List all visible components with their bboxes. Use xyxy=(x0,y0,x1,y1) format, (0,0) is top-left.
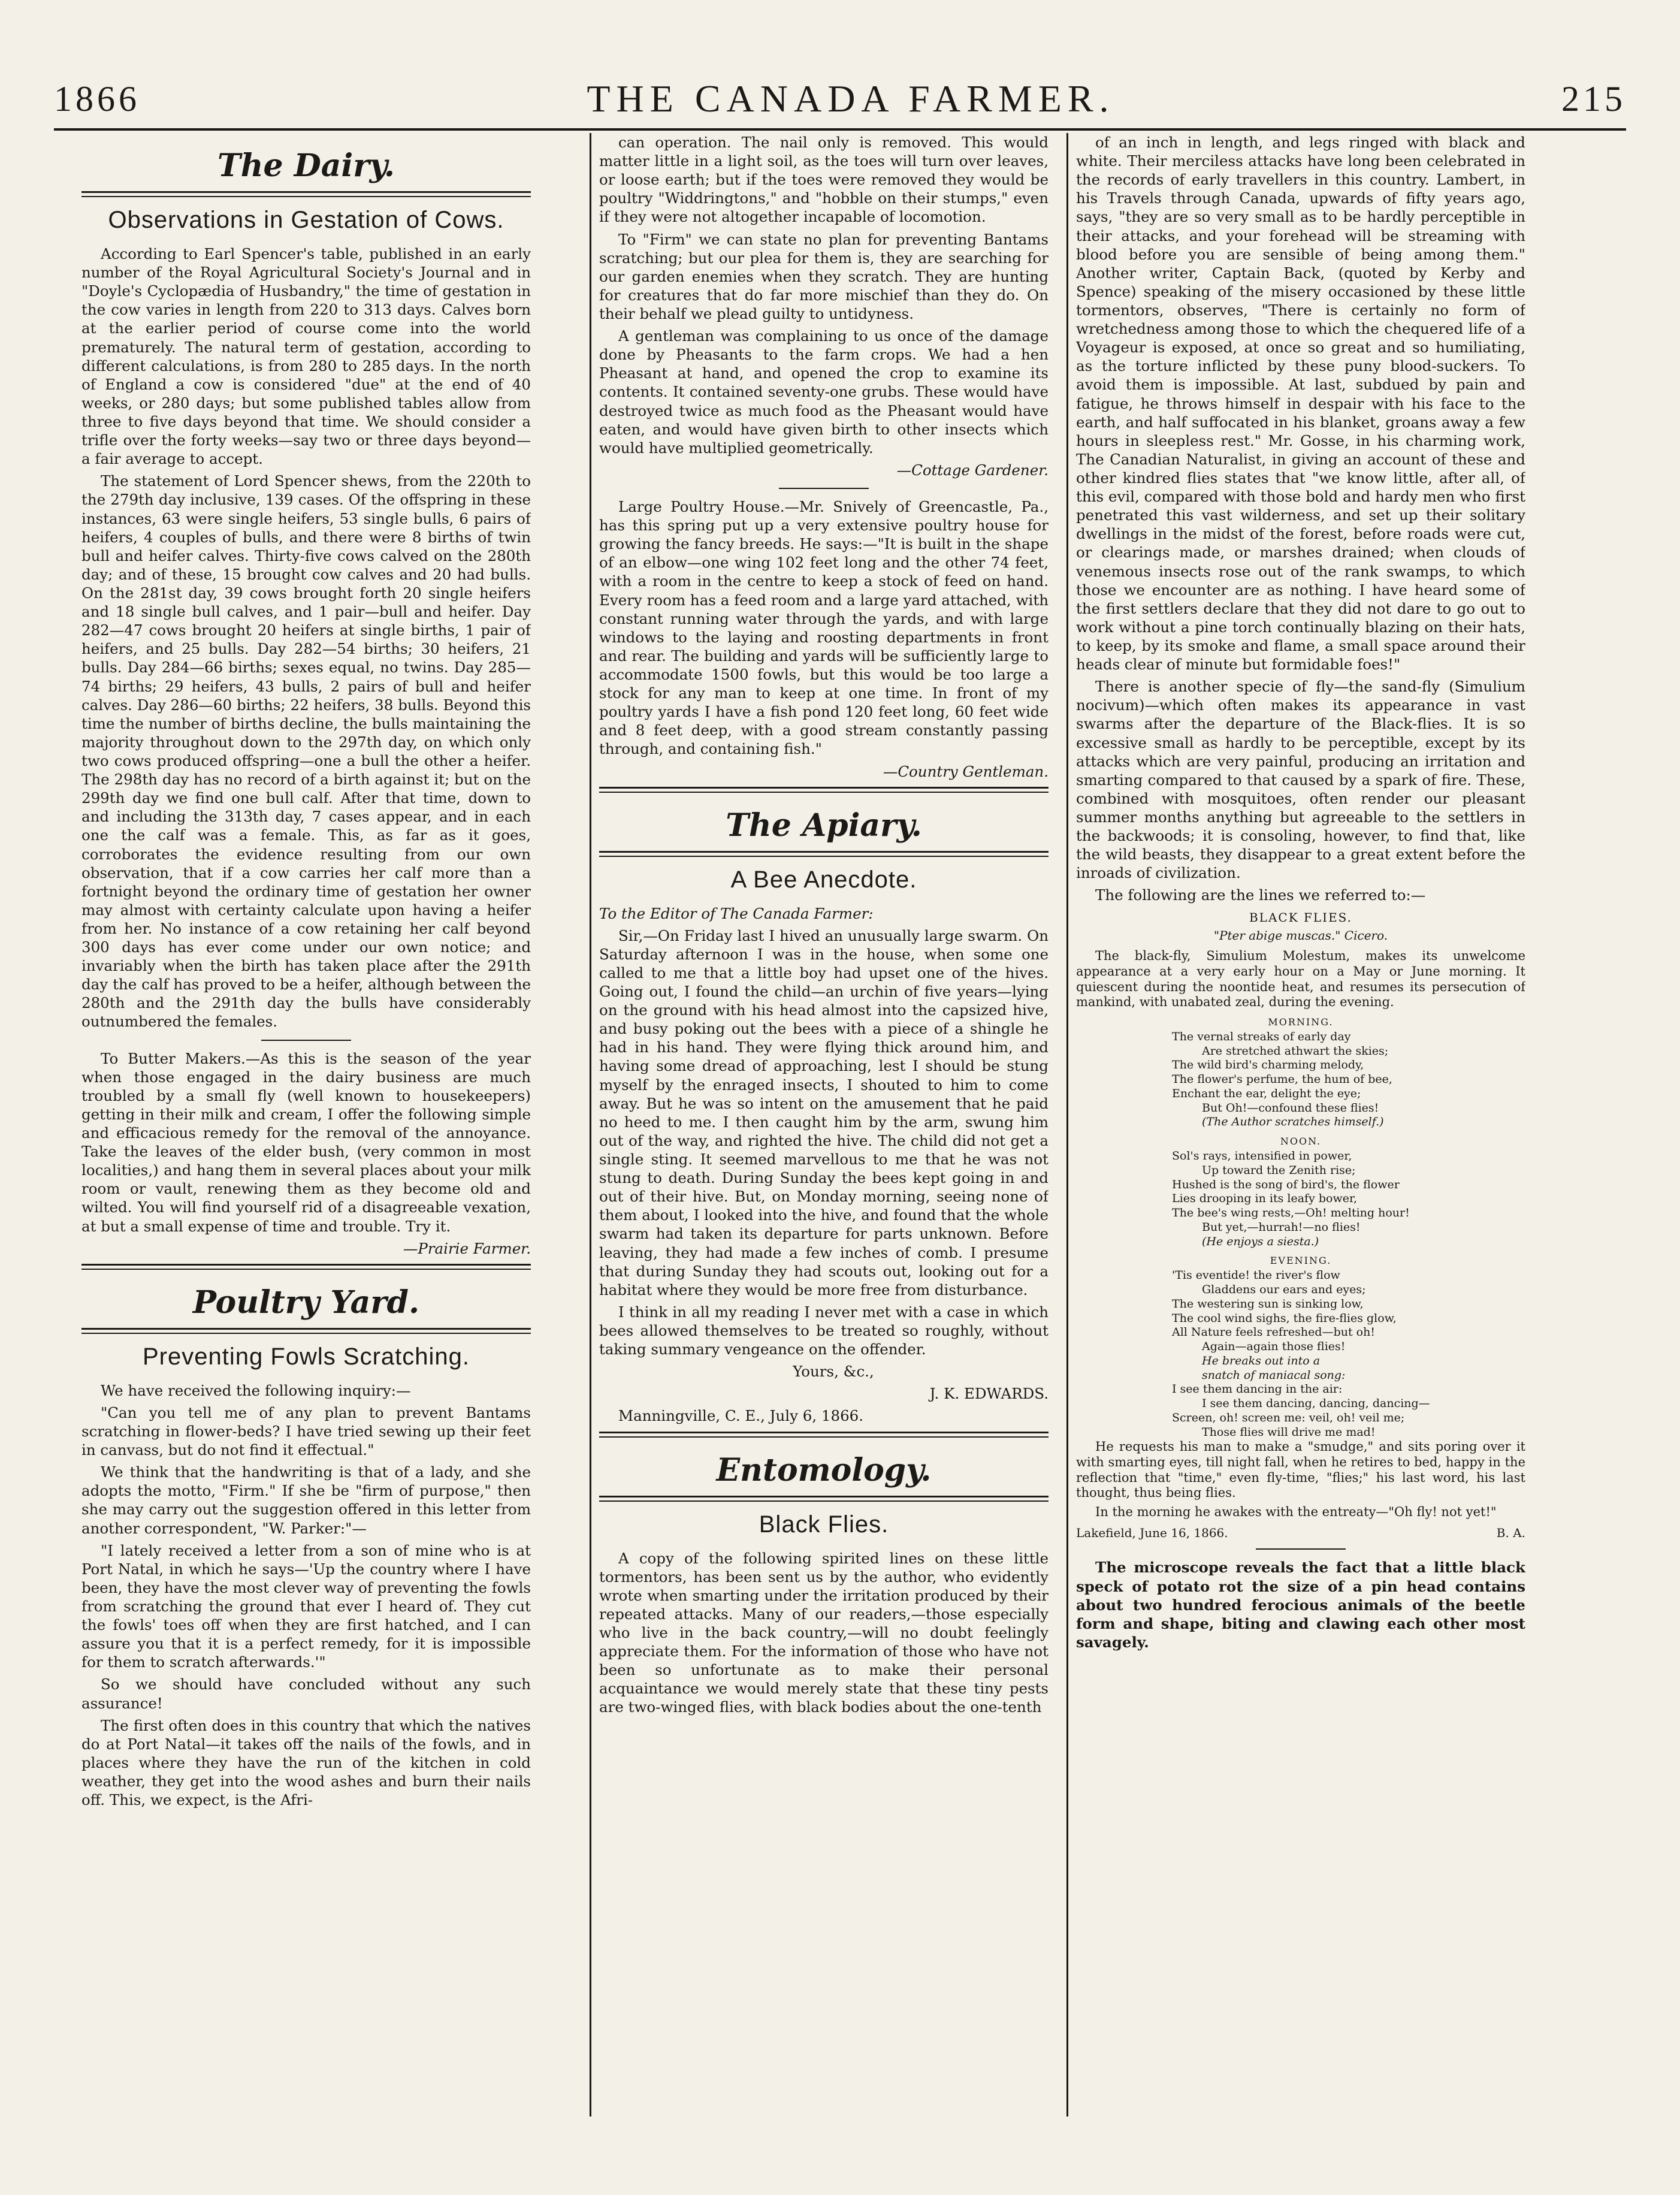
poultry-house-paragraph: Large Poultry House.—Mr. Snively of Greencastle, Pa., has this spring put up a very extensive poultry house for growing the fancy breeds. He says:—"It is built in the shape of an elbow—one wing 102 feet long and the other 74 feet, with a room in the centre to keep a stock of feed on hand. Every room has a feed room and a large yard attached, with constant running water through the yards, and with large windows to the laying and roosting departments in front and rear. The building and yards will be sufficiently large to accommodate 1500 fowls, but this would be too large a stock for any man to keep at one time. In front of my poultry yards I have a fish pond 120 feet long, 60 feet wide and 8 feet deep, with a good stream constantly passing through, and containing fish." xyxy=(599,497,1049,758)
column-divider xyxy=(590,133,591,2117)
separator xyxy=(779,488,869,489)
poem-line: Again—again those flies! xyxy=(1202,1340,1346,1354)
article-paragraph: A copy of the following spirited lines on these little tormentors, has been sent us by the author, who evidently wrote when smarting under the irritation produced by their repeated attacks. Many of our readers,—those especially who live in the back country,—will no doubt feelingly appreciate them. For the information of those who have not been so unfortunate as to make their personal acquaintance we would merely state that these tiny pests are two-winged flies, with black bodies about the one-tenth xyxy=(599,1549,1049,1716)
masthead-rule xyxy=(54,128,1626,131)
poem-line: But yet,—hurrah!—no flies! xyxy=(1202,1220,1361,1234)
department-title-poultry: Poultry Yard. xyxy=(192,1284,420,1321)
butter-makers-paragraph: To Butter Makers.—As this is the season of the year when those engaged in the dairy business are much troubled by a small fly (well known to housekeepers) getting in their milk and cream, I offer the following simple and efficacious remedy for the removal of the annoyance. Take the leaves of the elder bush, (very common in most localities,) and hang them in several places about your milk room or vault, renewing them as they become old and wilted. You will find yourself rid of a disagreeable vexation, at but a small expense of time and trouble. Try it. xyxy=(81,1049,531,1235)
poem-line: Lies drooping in its leafy bower, xyxy=(1172,1192,1357,1206)
section-rule xyxy=(599,1496,1049,1502)
poem-line: The bee's wing rests,—Oh! melting hour! xyxy=(1172,1206,1410,1220)
article-paragraph: We think that the handwriting is that of a lady, and she adopts the motto, "Firm." If she be "firm of purpose," then she may carry out the suggestion offered in this letter from another correspondent, "W. Parker:"— xyxy=(81,1463,531,1537)
article-paragraph: of an inch in length, and legs ringed with black and white. Their merciless attacks have long been celebrated in the records of early travellers in this country. Lambert, in his Travels through Canada, upwards of fifty years ago, says, "they are so very small as to be hardly perceptible in their attacks, and your forehead will be streaming with blood before you are sensible of being among them." Another writer, Captain Back, (quoted by Kerby and Spence) speaking of the misery occasioned by these little tormentors, observes, "There is certainly no form of wretchedness among those to which the chequered life of a Voyageur is exposed, at once so great and so humiliating, as the torture inflicted by these puny blood-suckers. To avoid them is impossible. At last, subdued by pain and fatigue, he throws himself in despair with his face to the earth, and half suffocated in his blanket, groans away a few hours in sleepless rest." Mr. Gosse, in his charming work, The Canadian Naturalist, in giving an account of these and other kindred flies states that "we know little, after all, of this evil, compared with those bold and hardy men who first penetrated this vast wilderness, and set up their solitary dwellings in the midst of the forest, before roads were cut, or clearings made, or marshes drained; when clouds of venemous insects rose out of the rank swamps, to which those we encounter are as nothing. I have heard some of the first settlers declare that they did not dare to go out to work without a pine torch continually blazing on their hats, to keep, by its smoke and flame, a small space around their heads clear of minute but formidable foes!" xyxy=(1076,134,1525,674)
column-divider xyxy=(1066,133,1068,2117)
poem-line: Hushed is the song of bird's, the flower xyxy=(1172,1177,1400,1191)
article-paragraph: The statement of Lord Spencer shews, from the 220th to the 279th day inclusive, 139 cases. Of the offspring in these instances, 63 were single heifers, 53 single bulls, 6 pairs of heifers, 4 couples of bulls, and there were 8 births of twin bull and heifer calves. Thirty-five cows calved on the 280th day; and of these, 15 brought cow calves and 20 had bulls. On the 281st day, 39 cows brought forth 20 single heifers and 18 single bull calves, and 1 pair—bull and heifer. Day 282—47 cows brought 20 heifers at single births, 1 pair of heifers, and 25 bulls. Day 282—54 births; 30 heifers, 21 bulls. Day 284—66 births; sexes equal, no twins. Day 285—74 births; 29 heifers, 43 bulls, 2 pairs of bull and heifer calves. Day 286—60 births; 22 heifers, 38 bulls. Beyond this time the number of births decline, the bulls maintaining the majority throughout down to the 297th day, on which only two cows produced offspring—one a bull the other a heifer. The 298th day has no record of a birth against it; but on the 299th day we find one bull calf. After that time, down to and including the 313th day, 7 cases appear, and in each one the calf was a female. This, as far as it goes, corroborates the evidence resulting from our own observation, that if a cow carries her calf more than a fortnight beyond the ordinary time of gestation her owner may almost with certainty calculate upon having a heifer from her. No instance of a cow retaining her calf beyond 300 days has ever come under our own notice; and invariably when the birth has taken place after the 291th day the calf has proved to be a heifer, although between the 280th and the 291th day the bulls have considerably outnumbered the females. xyxy=(81,472,531,1031)
poem-line: snatch of maniacal song: xyxy=(1202,1368,1346,1382)
section-rule xyxy=(599,1432,1049,1438)
poem-line: Screen, oh! screen me: veil, oh! veil me; xyxy=(1172,1411,1405,1424)
article-heading-gestation: Observations in Gestation of Cows. xyxy=(108,207,504,233)
poem-line: All Nature feels refreshed—but oh! xyxy=(1172,1326,1375,1339)
article-paragraph: "Can you tell me of any plan to prevent Bantams scratching in flower-beds? I have tried sewing up their feet in canvass, but do not find it effectual." xyxy=(81,1403,531,1459)
letter-closing: Yours, &c., xyxy=(793,1363,874,1381)
poem-outro: He requests his man to make a "smudge," and sits poring over it with smarting eyes, till night fall, when he retires to bed, happy in the reflection that "time," even fly-time, "flies;" his last word, his last thought, thus being flies. xyxy=(1076,1439,1525,1500)
page-number: 215 xyxy=(1561,78,1626,119)
article-paragraph: Sir,—On Friday last I hived an unusually large swarm. On Saturday afternoon I was in the house, when some one called to me that a little boy had upset one of the hives. Going out, I found the child—an urchin of five years—lying on the ground with his head almost into the capsized hive, and busy poking out the bees with a piece of a shingle he had in his hand. They were flying thick around him, and having some dread of approaching, lest I should be stung myself by the enraged insects, I shouted to him to come away. But he was so intent on the amusement that he paid no heed to me. I then caught him by the arm, swung him out of the way, and righted the hive. The child did not get a single sting. It seemed marvellous to me that he was not stung to death. During Sunday the bees kept going in and out of their hive. But, on Monday morning, seeing none of them about, I looked into the hive, and found that the whole swarm had taken its departure for parts unknown. Before leaving, they had made a few inches of comb. I presume that during Sunday they had scouts out, looking out for a habitat where they would be more free from disturbance. xyxy=(599,926,1049,1299)
section-rule xyxy=(81,1328,531,1334)
microscope-paragraph: The microscope reveals the fact that a little black speck of potato rot the size of a pin head contains about two hundred ferocious animals of the beetle form and shape, biting and clawing each other most savagely. xyxy=(1076,1559,1525,1651)
poem-line: I see them dancing in the air: xyxy=(1172,1382,1343,1396)
article-paragraph: "I lately received a letter from a son of mine who is at Port Natal, in which he says—'Up the country where I have been, they have the most clever way of preventing the fowls from scratching the ground that ever I heard of. They cut the fowls' toes off when they are first hatched, and I can assure you that it is a perfect remedy, for it is impossible for them to scratch afterwards.'" xyxy=(81,1541,531,1671)
poem-line: Sol's rays, intensified in power, xyxy=(1172,1149,1352,1163)
dateline-place: Lakefield, June 16, 1866. xyxy=(1076,1526,1228,1541)
column-3 xyxy=(1076,133,1525,1655)
masthead xyxy=(54,72,1626,126)
poem-dateline xyxy=(1076,1526,1525,1540)
letter-signature: J. K. EDWARDS. xyxy=(929,1385,1049,1403)
article-heading-bee: A Bee Anecdote. xyxy=(730,866,917,893)
letter-place-date: Manningville, C. E., July 6, 1866. xyxy=(618,1407,864,1425)
poem-intro: The black-fly, Simulium Molestum, makes its unwelcome appearance at a very early hour on a May or June morning. It quiescent during the noontide heat, and resumes its persecution of mankind, with unabated zeal, during the evening. xyxy=(1076,949,1525,1010)
article-paragraph: A gentleman was complaining to us once of the damage done by Pheasants to the farm crops. We had a hen Pheasant at hand, and opened the crop to examine its contents. It contained seventy-one grubs. These would have destroyed twice as much food as the Pheasant would have eaten, and would have given birth to other insects which would have multiplied geometrically. xyxy=(599,327,1049,457)
section-rule xyxy=(599,851,1049,857)
poem-line: The westering sun is sinking low, xyxy=(1172,1297,1364,1311)
department-title-apiary: The Apiary. xyxy=(726,807,922,844)
poem-line: The wild bird's charming melody, xyxy=(1172,1058,1364,1072)
separator xyxy=(261,1040,351,1041)
article-source: —Country Gentleman. xyxy=(883,762,1049,780)
poem-line: He breaks out into a xyxy=(1202,1354,1321,1367)
poem-line: Enchant the ear, delight the eye; xyxy=(1172,1086,1361,1100)
section-rule xyxy=(81,191,531,197)
poem-line: Up toward the Zenith rise; xyxy=(1202,1163,1356,1177)
article-paragraph: The first often does in this country that which the natives do at Port Natal—it takes off the nails of the fowls, and in places where they have the run of the kitchen in cold weather, they get into the wood ashes and burn their nails off. This, we expect, is the Afri- xyxy=(81,1716,531,1809)
poem-line: Gladdens our ears and eyes; xyxy=(1202,1283,1366,1297)
article-paragraph: I think in all my reading I never met with a case in which bees allowed themselves to be treated so roughly, without taking summary vengeance on the offender. xyxy=(599,1303,1049,1358)
article-paragraph: can operation. The nail only is removed. This would matter little in a light soil, as the toes will turn over leaves, or loose earth; but if the toes were removed they would be poultry "Widdringtons," and "hobble on their stumps," even if they were not altogether incapable of locomotion. xyxy=(599,134,1049,226)
dateline-initials: B. A. xyxy=(1496,1526,1525,1541)
separator xyxy=(1256,1548,1346,1550)
poem-line: (He enjoys a siesta.) xyxy=(1202,1234,1319,1248)
issue-year: 1866 xyxy=(54,78,140,119)
article-paragraph: The following are the lines we referred to:— xyxy=(1095,886,1426,904)
article-paragraph: So we should have concluded without any such assurance! xyxy=(81,1675,531,1712)
poem-line: The cool wind sighs, the fire-flies glow, xyxy=(1172,1311,1397,1325)
poem-line: The vernal streaks of early day xyxy=(1172,1029,1351,1043)
poem-line: Are stretched athwart the skies; xyxy=(1202,1044,1389,1058)
column-2 xyxy=(599,133,1049,1720)
article-heading-fowls: Preventing Fowls Scratching. xyxy=(142,1343,470,1370)
article-source: —Prairie Farmer. xyxy=(403,1239,531,1257)
department-title-entomology: Entomology. xyxy=(716,1451,932,1489)
poem-section-label: MORNING. xyxy=(1268,1016,1334,1028)
poem-line: The flower's perfume, the hum of bee, xyxy=(1172,1073,1392,1086)
article-heading-black-flies: Black Flies. xyxy=(759,1511,889,1538)
article-source: —Cottage Gardener. xyxy=(896,461,1049,479)
article-paragraph: There is another specie of fly—the sand-fly (Simulium nocivum)—which often makes its appearance in vast swarms after the departure of the Black-flies. It is so excessive small as hardly to be perceptible, except by its attacks which are very painful, producing an irritation and smarting compared to that caused by a spark of fire. These, combined with mosquitoes, often render our pleasant summer months anything but agreeable to the settlers in the backwoods; it is consoling, however, to find that, like the wild beasts, they disappear to a great extent before the inroads of civilization. xyxy=(1076,678,1525,882)
poem-line: But Oh!—confound these flies! xyxy=(1202,1101,1379,1115)
letter-salutation: To the Editor of The Canada Farmer: xyxy=(599,904,874,922)
poem-title: BLACK FLIES. xyxy=(1249,910,1353,925)
poem-line: (The Author scratches himself.) xyxy=(1202,1115,1384,1129)
poem-outro: In the morning he awakes with the entreaty—"Oh fly! not yet!" xyxy=(1095,1504,1497,1519)
poem-line: 'Tis eventide! the river's flow xyxy=(1172,1269,1340,1282)
article-paragraph: To "Firm" we can state no plan for preventing Bantams scratching; but our plea for them is, they are searching for our garden enemies when they scratch. They are hunting for creatures that do far more mischief than they do. On their behalf we plead guilty to untidyness. xyxy=(599,230,1049,322)
article-paragraph: We have received the following inquiry:— xyxy=(101,1381,411,1399)
article-paragraph: According to Earl Spencer's table, published in an early number of the Royal Agricultural Society's Journal and in "Doyle's Cyclopædia of Husbandry," the time of gestation in the cow varies in length from 220 to 313 days. Calves born at the earlier period of course come into the world prematurely. The natural term of gestation, according to different calculations, is from 280 to 285 days. In the north of England a cow is considered "due" at the end of 40 weeks, or 280 days; but some published tables allow from three to five days beyond that time. We should consider a trifle over the forty weeks—say two or three days beyond—a fair average to accept. xyxy=(81,245,531,468)
column-1 xyxy=(81,133,531,1813)
section-rule xyxy=(599,787,1049,793)
poem-section-label: NOON. xyxy=(1280,1136,1322,1148)
poem-line: Those flies will drive me mad! xyxy=(1202,1425,1376,1439)
poem-line: I see them dancing, dancing, dancing— xyxy=(1202,1397,1430,1411)
poem-section-label: EVENING. xyxy=(1270,1255,1332,1267)
newspaper-title: THE CANADA FARMER. xyxy=(587,77,1115,120)
section-rule xyxy=(81,1264,531,1270)
department-title-dairy: The Dairy. xyxy=(217,147,395,184)
poem-motto: "Pter abige muscas." Cicero. xyxy=(1213,928,1388,943)
